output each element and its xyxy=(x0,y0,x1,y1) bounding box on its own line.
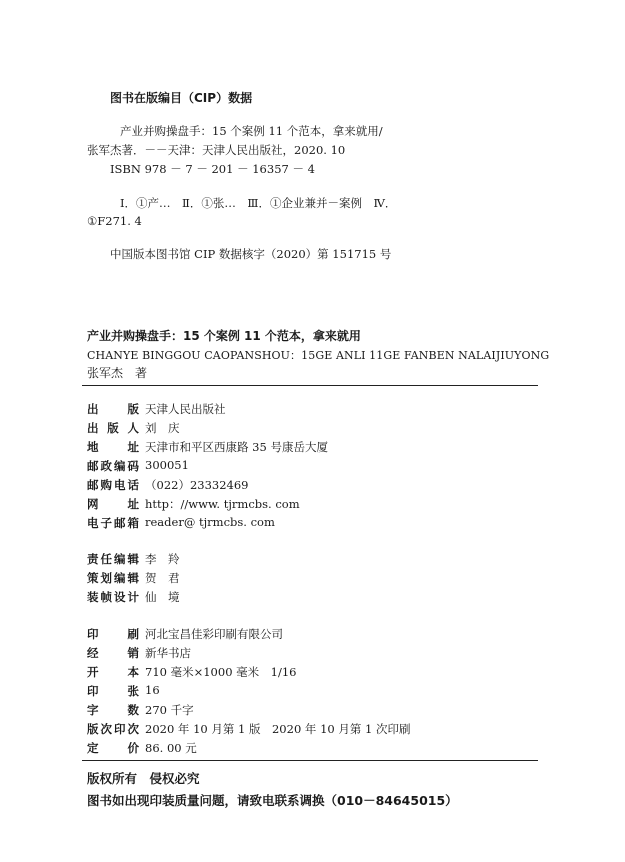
rights-notice: 版权所有 侵权必究 xyxy=(87,771,200,786)
info-value: （022）23332469 xyxy=(145,478,249,492)
cip-class-code: ①F271. 4 xyxy=(87,214,142,228)
info-value: 刘 庆 xyxy=(145,421,180,435)
info-value: 天津人民出版社 xyxy=(145,402,226,416)
info-label: 版次印次 xyxy=(87,722,139,736)
cip-isbn: ISBN 978 － 7 － 201 － 16357 － 4 xyxy=(110,162,315,176)
info-label: 电子邮箱 xyxy=(87,516,139,530)
info-value: 新华书店 xyxy=(145,646,191,660)
cip-title-line: 产业并购操盘手：15 个案例 11 个范本，拿来就用/ xyxy=(120,124,383,138)
cip-heading: 图书在版编目（CIP）数据 xyxy=(110,91,253,105)
info-label: 出版人 xyxy=(87,421,139,435)
info-value: 270 千字 xyxy=(145,703,194,717)
cip-author-line: 张军杰著．－－天津：天津人民出版社，2020. 10 xyxy=(87,143,346,157)
info-value: 710 毫米×1000 毫米 1/16 xyxy=(145,665,297,679)
info-label: 出版 xyxy=(87,402,139,416)
top-divider xyxy=(82,385,538,386)
info-label: 地址 xyxy=(87,440,139,454)
quality-notice: 图书如出现印装质量问题，请致电联系调换（010－84645015） xyxy=(87,793,458,808)
info-label: 网址 xyxy=(87,497,139,511)
info-label: 印刷 xyxy=(87,627,139,641)
book-title: 产业并购操盘手：15 个案例 11 个范本，拿来就用 xyxy=(87,329,361,343)
cip-classification: Ⅰ．①产… Ⅱ．①张… Ⅲ．①企业兼并－案例 Ⅳ． xyxy=(120,196,397,210)
info-label: 装帧设计 xyxy=(87,590,139,604)
info-value: 16 xyxy=(145,683,160,697)
info-label: 责任编辑 xyxy=(87,552,139,566)
info-label: 策划编辑 xyxy=(87,571,139,585)
info-value: http：//www. tjrmcbs. com xyxy=(145,497,300,511)
info-label: 印张 xyxy=(87,684,139,698)
cip-record-number: 中国版本图书馆 CIP 数据核字（2020）第 151715 号 xyxy=(110,247,392,261)
info-value: 2020 年 10 月第 1 版 2020 年 10 月第 1 次印刷 xyxy=(145,722,411,736)
info-value: 仙 境 xyxy=(145,590,180,604)
info-label: 经销 xyxy=(87,646,139,660)
info-label: 定价 xyxy=(87,741,139,755)
book-author: 张军杰 著 xyxy=(87,366,148,380)
info-value: 贺 君 xyxy=(145,571,180,585)
info-label: 邮购电话 xyxy=(87,478,139,492)
info-value: reader@ tjrmcbs. com xyxy=(145,515,275,529)
bottom-divider xyxy=(82,760,538,761)
info-label: 开本 xyxy=(87,665,139,679)
info-value: 86. 00 元 xyxy=(145,741,197,755)
info-value: 河北宝昌佳彩印刷有限公司 xyxy=(145,627,283,641)
info-value: 天津市和平区西康路 35 号康岳大厦 xyxy=(145,440,328,454)
book-title-pinyin: CHANYE BINGGOU CAOPANSHOU：15GE ANLI 11GE FANBEN NALAIJIUYONG xyxy=(87,349,550,362)
info-label: 邮政编码 xyxy=(87,459,139,473)
info-value: 300051 xyxy=(145,458,189,472)
info-label: 字数 xyxy=(87,703,139,717)
info-value: 李 羚 xyxy=(145,552,180,566)
